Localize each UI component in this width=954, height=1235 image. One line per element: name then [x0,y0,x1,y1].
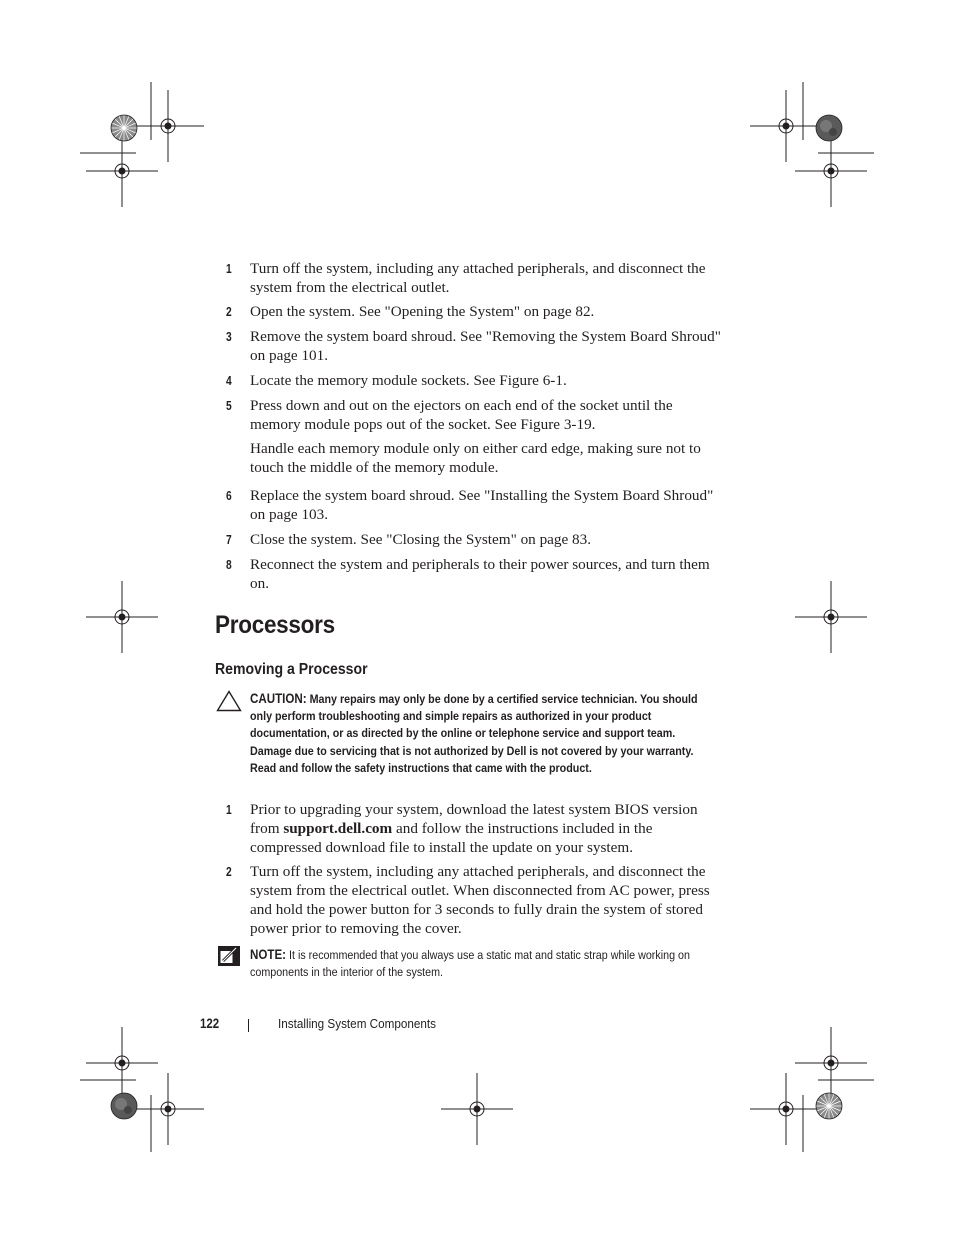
caution-icon [216,690,242,712]
step-number: 4 [226,374,232,388]
step-number: 1 [226,803,232,817]
note-pencil-icon [218,946,240,966]
note-text: It is recommended that you always use a static mat and static strap while working on components in the interior of the system. [250,948,690,980]
note-label: NOTE: [250,947,287,962]
support-link[interactable]: support.dell.com [283,820,393,837]
step-text: Open the system. See "Opening the System" on page 82. [250,303,595,320]
step-text: Remove the system board shroud. See "Removing the System Board Shroud" on page 101. [250,328,721,364]
step-number: 5 [226,399,232,413]
step-text: Close the system. See "Closing the System" on page 83. [250,531,592,548]
step-note: Handle each memory module only on either card edge, making sure not to touch the middle of the memory module. [250,440,701,476]
step-text [250,800,726,857]
caution-label: CAUTION: [250,691,307,706]
step-number: 7 [226,533,232,547]
page-number: 122 [200,1016,220,1031]
step-number: 1 [226,262,232,276]
step-text: Turn off the system, including any attached peripherals, and disconnect the system from the electrical outlet. When disconnected from AC power, press and hold the power button for 3 seconds to fully drain the system of stored power prior to removing the cover. [250,863,710,937]
step-text: Turn off the system, including any attached peripherals, and disconnect the system from the electrical outlet. [250,260,706,296]
step-number: 8 [226,558,232,572]
caution-text: Many repairs may only be done by a certified service technician. You should only perform troubleshooting and simple repairs as authorized in your product documentation, or as directed by the online or telephone service and support team. Damage due to servicing that is not authorized by Dell is not covered by your warranty. Read and follow the safety instructions that came with the product. [250,692,698,775]
step-number: 2 [226,865,232,879]
step-number: 2 [226,305,232,319]
footer-section-title: Installing System Components [278,1016,437,1031]
subsection-title: Removing a Processor [215,661,368,678]
section-title: Processors [215,611,335,639]
caution-notice [250,690,717,777]
step-number: 6 [226,489,232,503]
step-number: 3 [226,330,232,344]
step-text-part: Prior to upgrading your system, download the latest system BIOS version from [250,801,698,837]
footer-divider [248,1019,249,1032]
step-text-part: and follow the instructions included in the compressed download file to install the update on your system. [250,820,653,856]
step-text: Reconnect the system and peripherals to their power sources, and turn them on. [250,556,710,592]
note-notice [250,946,717,981]
step-text: Replace the system board shroud. See "Installing the System Board Shroud" on page 103. [250,487,714,523]
step-text: Press down and out on the ejectors on each end of the socket until the memory module pops out of the socket. See Figure 3-19. [250,397,673,433]
step-text: Locate the memory module sockets. See Figure 6-1. [250,372,567,389]
